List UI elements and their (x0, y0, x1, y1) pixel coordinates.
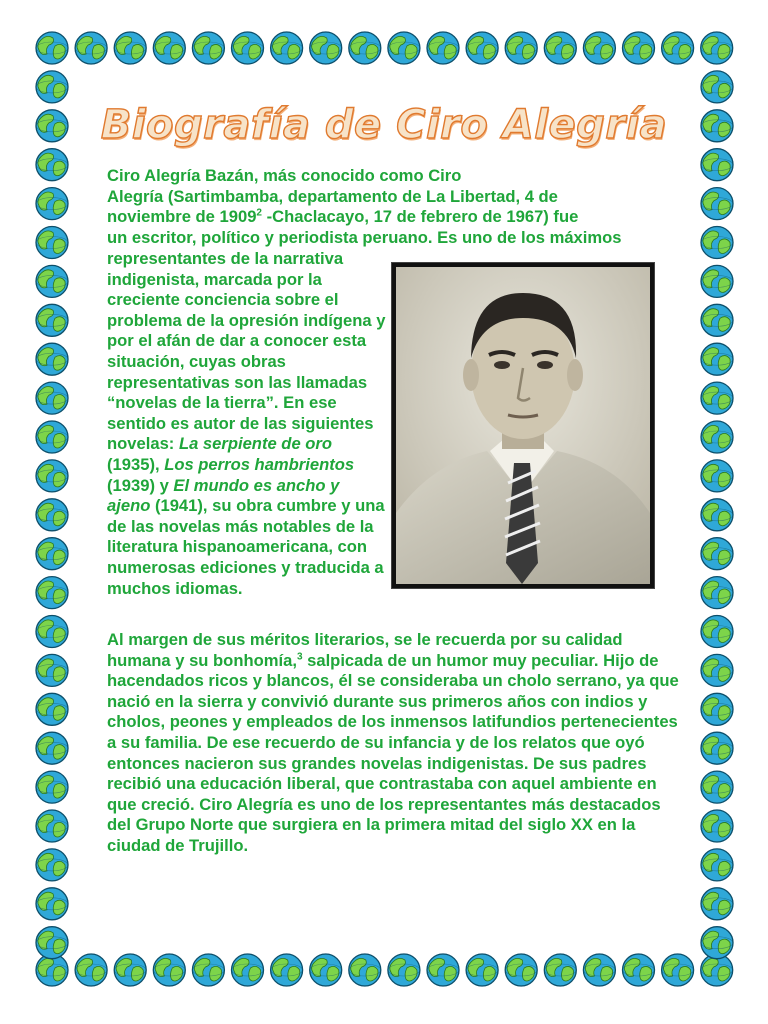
intro-line: un escritor, político y periodista peruano. Es uno de los máximos (107, 227, 622, 247)
globe-icon (36, 616, 68, 648)
globe-icon (114, 32, 146, 64)
globe-icon (36, 32, 68, 64)
globe-icon (36, 771, 68, 803)
globe-icon (701, 149, 733, 181)
globe-icon (505, 32, 537, 64)
globe-icon (662, 32, 694, 64)
globe-icon (427, 954, 459, 986)
globe-icon (36, 382, 68, 414)
globe-icon (310, 32, 342, 64)
globe-icon (701, 265, 733, 297)
globe-icon (388, 32, 420, 64)
intro-text: representantes de la narrativa indigenista, marcada por la creciente conciencia sobre el problema de la opresión indígena y por el afán de dar a conocer esta situación, cuyas obras representativas son las llamadas “novelas de la tierra”. En ese sentido es autor de las siguientes novelas: (107, 249, 386, 454)
globe-icon (623, 32, 655, 64)
globe-icon (544, 954, 576, 986)
globe-icon (701, 227, 733, 259)
globe-icon (701, 421, 733, 453)
globe-icon (623, 954, 655, 986)
globe-icon (701, 499, 733, 531)
globe-icon (36, 693, 68, 725)
novel-title: La serpiente de oro (178, 434, 333, 454)
intro-text: -Chaclacayo, 17 de febrero de 1967) fue (261, 207, 579, 227)
globe-icon (662, 954, 694, 986)
second-paragraph (107, 630, 687, 857)
globe-icon (701, 616, 733, 648)
intro-text: (1935), (107, 454, 165, 474)
footnote-ref: 3 (296, 651, 303, 663)
globe-icon (75, 32, 107, 64)
globe-icon (466, 32, 498, 64)
intro-line: Ciro Alegría Bazán, más conocido como Ciro (107, 166, 462, 185)
globe-icon (271, 32, 303, 64)
globe-icon (36, 265, 68, 297)
globe-icon (36, 343, 68, 375)
globe-icon (114, 954, 146, 986)
globe-icon (310, 954, 342, 986)
globe-icon (36, 499, 68, 531)
globe-icon (232, 32, 264, 64)
globe-icon (36, 732, 68, 764)
globe-icon (349, 32, 381, 64)
globe-icon (583, 32, 615, 64)
globe-icon (36, 188, 68, 220)
globe-icon (36, 149, 68, 181)
globe-icon (75, 954, 107, 986)
globe-icon (271, 954, 303, 986)
body-text: Al margen de sus méritos literarios, se le recuerda por su calidad humana y su bonhomía, (107, 630, 623, 670)
globe-icon (701, 810, 733, 842)
globe-icon (505, 954, 537, 986)
globe-icon (388, 954, 420, 986)
globe-icon (36, 304, 68, 336)
globe-icon (427, 32, 459, 64)
globe-icon (701, 577, 733, 609)
intro-text: (1941), su obra cumbre y una de las novelas más notables de la literatura hispanoamericana, con numerosas ediciones y traducida a muchos idiomas. (107, 496, 385, 598)
body-text: salpicada de un humor muy peculiar. Hijo de hacendados ricos y blancos, él se consideraba un cholo serrano, ya que nació en la sierra y convivió durante sus primeros años con indios y cholos, peones y empleados de los inmensos latifundios pertenecientes a su familia. De ese recuerdo de su infancia y de los relatos que oyó entonces nacieron sus grandes novelas indigenistas. De sus padres recibió una educación liberal, que contrastaba con aquel ambiente en que creció. Ciro Alegría es uno de los representantes más destacados del Grupo Norte que surgiera en la primera mitad del siglo XX en la ciudad de Trujillo. (107, 650, 679, 855)
portrait-photo (392, 263, 654, 588)
intro-paragraph (107, 166, 677, 248)
globe-icon (36, 927, 68, 959)
globe-icon (153, 954, 185, 986)
globe-icon (36, 538, 68, 570)
globe-icon (701, 32, 733, 64)
globe-icon (583, 954, 615, 986)
globe-icon (36, 421, 68, 453)
intro-line: Alegría (Sartimbamba, departamento de La Libertad, 4 de (107, 186, 558, 206)
globe-icon (36, 810, 68, 842)
globe-icon (349, 954, 381, 986)
globe-icon (701, 343, 733, 375)
globe-icon (466, 954, 498, 986)
globe-icon (701, 188, 733, 220)
globe-icon (701, 304, 733, 336)
globe-icon (701, 460, 733, 492)
globe-icon (36, 71, 68, 103)
globe-icon (701, 732, 733, 764)
globe-icon (192, 32, 224, 64)
novel-title: El mundo es ancho y ajeno (107, 475, 340, 516)
novel-title: Los perros hambrientos (164, 454, 355, 474)
intro-column-text (107, 249, 387, 599)
globe-icon (36, 654, 68, 686)
globe-icon (701, 849, 733, 881)
globe-icon (36, 577, 68, 609)
globe-icon (701, 771, 733, 803)
globe-icon (232, 954, 264, 986)
globe-icon (544, 32, 576, 64)
globe-icon (701, 654, 733, 686)
globe-icon (36, 460, 68, 492)
globe-icon (701, 888, 733, 920)
globe-icon (701, 382, 733, 414)
page-title: Biografía de Ciro Alegría (100, 102, 668, 148)
globe-icon (36, 849, 68, 881)
globe-icon (701, 538, 733, 570)
footnote-ref: 2 (256, 207, 262, 219)
intro-text: (1939) y (107, 475, 174, 495)
globe-icon (192, 954, 224, 986)
globe-icon (36, 888, 68, 920)
intro-text: noviembre de 1909 (107, 207, 257, 227)
intro-line (107, 207, 677, 228)
globe-icon (701, 927, 733, 959)
globe-icon (153, 32, 185, 64)
globe-icon (36, 227, 68, 259)
globe-icon (701, 693, 733, 725)
globe-icon (701, 71, 733, 103)
